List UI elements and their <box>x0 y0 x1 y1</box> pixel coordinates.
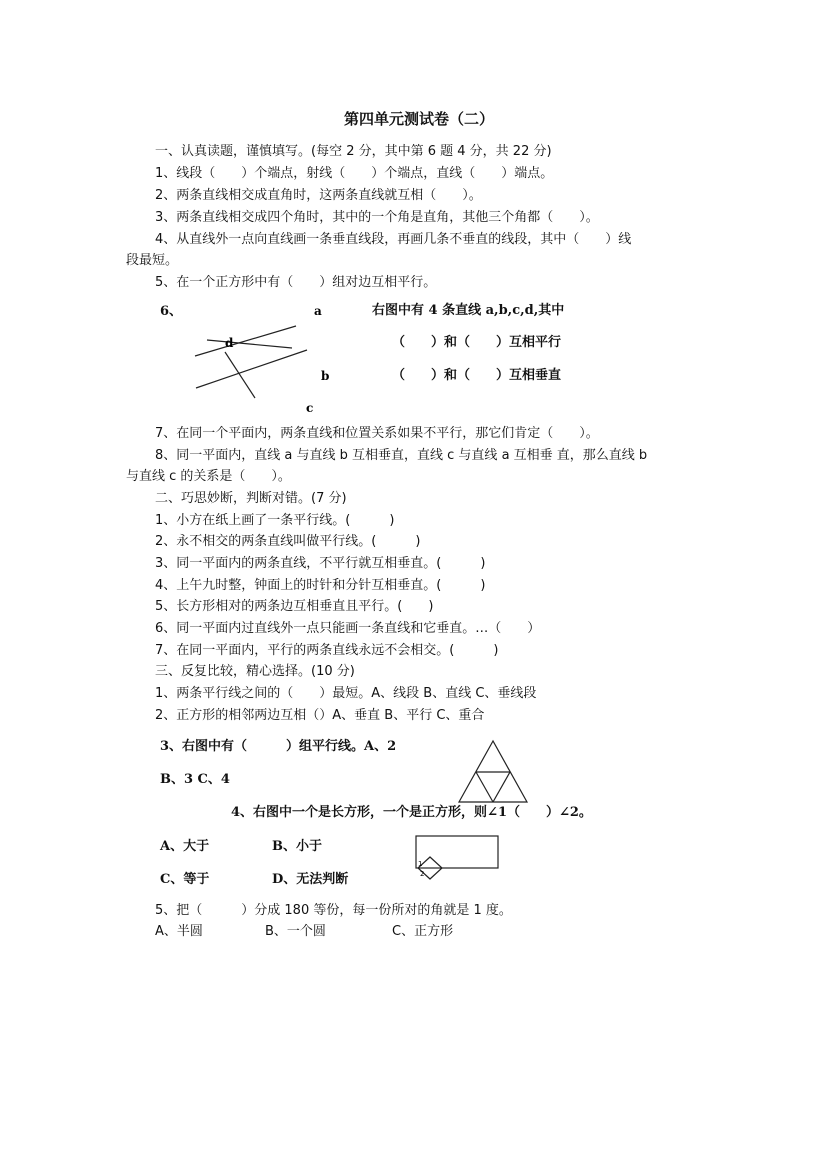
choice-2: 2、正方形的相邻两边互相（）A、垂直 B、平行 C、重合 <box>155 708 485 723</box>
choice-4-option-a: A、大于 <box>160 839 210 854</box>
judge-item-5: 5、长方形相对的两条边互相垂直且平行。( ) <box>155 599 434 614</box>
question-1-4-line2: 段最短。 <box>126 253 179 268</box>
question-1-8-line1: 8、同一平面内，直线 a 与直线 b 互相垂直，直线 c 与直线 a 互相垂 直，那么直线 b <box>155 448 648 463</box>
angle-1-label: 1 <box>418 860 423 868</box>
choice-4: 4、右图中一个是长方形，一个是正方形，则∠1（ ）∠2。 <box>231 805 592 820</box>
judge-item-3: 3、同一平面内的两条直线，不平行就互相垂直。( ) <box>155 556 486 571</box>
question-1-6-perpendicular: （ ）和（ ）互相垂直 <box>392 368 562 383</box>
question-1-5: 5、在一个正方形中有（ ）组对边互相平行。 <box>155 275 437 290</box>
section2-heading: 二、巧思妙断，判断对错。(7 分) <box>155 491 347 506</box>
page-title: 第四单元测试卷（二） <box>344 110 495 128</box>
angle-2-label: 2 <box>420 870 425 878</box>
question-1-6-number: 6、 <box>160 304 183 319</box>
choice-5: 5、把（ ）分成 180 等份，每一份所对的角就是 1 度。 <box>155 903 512 918</box>
question-1-1: 1、线段（ ）个端点，射线（ ）个端点，直线（ ）端点。 <box>155 166 554 181</box>
choice-5-option-b: B、一个圆 <box>265 924 326 939</box>
rectangle-shape <box>416 836 498 868</box>
label-c: c <box>306 401 314 415</box>
section1-heading: 一、认真读题，谨慎填写。(每空 2 分，其中第 6 题 4 分，共 22 分) <box>155 144 552 159</box>
choice-4-option-c: C、等于 <box>160 872 210 887</box>
label-d: d <box>225 336 234 350</box>
question-1-8-line2: 与直线 c 的关系是（ ）。 <box>126 469 291 484</box>
label-b: b <box>321 369 330 383</box>
judge-item-4: 4、上午九时整，钟面上的时针和分针互相垂直。( ) <box>155 578 486 593</box>
choice-5-option-c: C、正方形 <box>392 924 454 939</box>
judge-item-6: 6、同一平面内过直线外一点只能画一条直线和它垂直。…（ ） <box>155 621 541 636</box>
question-1-7: 7、在同一个平面内，两条直线和位置关系如果不平行，那它们肯定（ ）。 <box>155 426 599 441</box>
judge-item-7: 7、在同一平面内，平行的两条直线永远不会相交。( ) <box>155 643 499 658</box>
judge-item-2: 2、永不相交的两条直线叫做平行线。( ) <box>155 534 421 549</box>
choice-3-line2: B、3 C、4 <box>160 772 230 787</box>
choice-4-option-d: D、无法判断 <box>272 872 349 887</box>
choice-1: 1、两条平行线之间的（ ）最短。A、线段 B、直线 C、垂线段 <box>155 686 537 701</box>
question-1-6-text: 右图中有 4 条直线 a,b,c,d,其中 <box>372 303 565 318</box>
question-1-6-parallel: （ ）和（ ）互相平行 <box>392 335 562 350</box>
question-1-3: 3、两条直线相交成四个角时，其中的一个角是直角，其他三个角都（ ）。 <box>155 210 599 225</box>
choice-4-option-b: B、小于 <box>272 839 322 854</box>
label-a: a <box>314 304 322 318</box>
question-1-4-line1: 4、从直线外一点向直线画一条垂直线段，再画几条不垂直的线段，其中（ ）线 <box>155 232 632 247</box>
question-1-2: 2、两条直线相交成直角时，这两条直线就互相（ ）。 <box>155 188 482 203</box>
judge-item-1: 1、小方在纸上画了一条平行线。( ) <box>155 513 395 528</box>
choice-3-line1: 3、右图中有（ ）组平行线。A、2 <box>160 739 397 754</box>
section3-heading: 三、反复比较，精心选择。(10 分) <box>155 664 355 679</box>
choice-5-option-a: A、半圆 <box>155 924 203 939</box>
